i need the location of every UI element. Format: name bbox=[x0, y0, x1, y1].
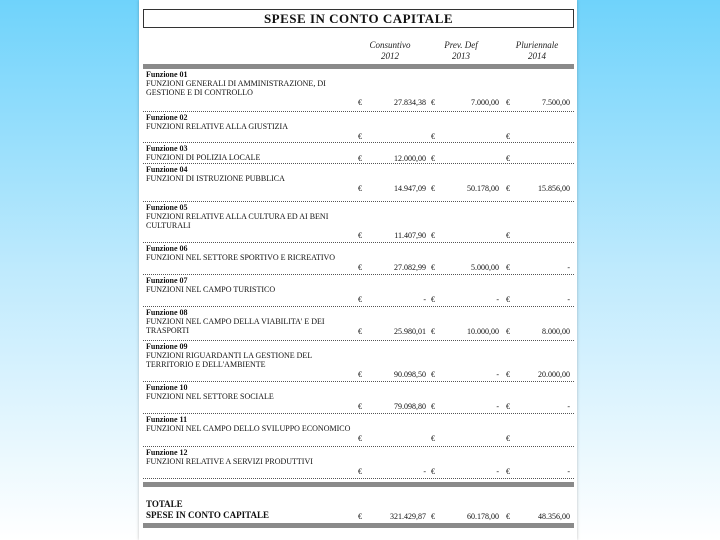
row-11-currency-3: € bbox=[506, 434, 510, 443]
row-3-currency-2: € bbox=[431, 154, 435, 163]
row-11-currency-2: € bbox=[431, 434, 435, 443]
row-8-currency-1: € bbox=[358, 327, 362, 336]
row-7-currency-2: € bbox=[431, 295, 435, 304]
row-7-value-2: - bbox=[496, 295, 499, 304]
row-1-funzione: Funzione 01 bbox=[146, 70, 188, 79]
col-header-3-year: 2014 bbox=[528, 51, 546, 61]
total-band-bottom bbox=[143, 523, 574, 528]
total-band-top bbox=[143, 482, 574, 487]
col-header-1-label: Consuntivo bbox=[369, 40, 411, 50]
row-12-currency-1: € bbox=[358, 467, 362, 476]
row-10-currency-3: € bbox=[506, 402, 510, 411]
row-6-value-1: 27.082,99 bbox=[394, 263, 426, 272]
total-currency-2: € bbox=[431, 512, 435, 521]
row-6-funzione: Funzione 06 bbox=[146, 244, 188, 253]
row-5-currency-3: € bbox=[506, 231, 510, 240]
row-5-currency-2: € bbox=[431, 231, 435, 240]
row-3-separator bbox=[143, 163, 574, 164]
row-11-separator bbox=[143, 446, 574, 447]
total-value-3: 48.356,00 bbox=[538, 512, 570, 521]
row-9-description: FUNZIONI RIGUARDANTI LA GESTIONE DEL TERRITORIO E DELL'AMBIENTE bbox=[146, 351, 312, 369]
row-2-funzione: Funzione 02 bbox=[146, 113, 188, 122]
row-12-value-3: - bbox=[567, 467, 570, 476]
row-6-currency-1: € bbox=[358, 263, 362, 272]
row-9-value-3: 20.000,00 bbox=[538, 370, 570, 379]
row-7-separator bbox=[143, 306, 574, 307]
row-6-currency-3: € bbox=[506, 263, 510, 272]
row-12-value-2: - bbox=[496, 467, 499, 476]
row-1-value-2: 7.000,00 bbox=[471, 98, 499, 107]
row-8-separator bbox=[143, 340, 574, 341]
row-8-description: FUNZIONI NEL CAMPO DELLA VIABILITA' E DEI TRASPORTI bbox=[146, 317, 325, 335]
row-6-description: FUNZIONI NEL SETTORE SPORTIVO E RICREATIVO bbox=[146, 253, 336, 262]
row-1-value-1: 27.834,38 bbox=[394, 98, 426, 107]
row-1-description: FUNZIONI GENERALI DI AMMINISTRAZIONE, DI GESTIONE E DI CONTROLLO bbox=[146, 79, 326, 97]
row-1-currency-1: € bbox=[358, 98, 362, 107]
row-7-currency-1: € bbox=[358, 295, 362, 304]
row-8-value-1: 25.980,01 bbox=[394, 327, 426, 336]
row-7-funzione: Funzione 07 bbox=[146, 276, 188, 285]
row-4-currency-1: € bbox=[358, 184, 362, 193]
row-11-currency-1: € bbox=[358, 434, 362, 443]
row-6-value-3: - bbox=[567, 263, 570, 272]
row-4-currency-3: € bbox=[506, 184, 510, 193]
row-7-currency-3: € bbox=[506, 295, 510, 304]
row-11-funzione: Funzione 11 bbox=[146, 415, 188, 424]
row-6-value-2: 5.000,00 bbox=[471, 263, 499, 272]
row-4-funzione: Funzione 04 bbox=[146, 165, 188, 174]
total-label-1: TOTALE bbox=[146, 499, 183, 509]
row-9-value-1: 90.098,50 bbox=[394, 370, 426, 379]
row-2-description: FUNZIONI RELATIVE ALLA GIUSTIZIA bbox=[146, 122, 288, 131]
row-4-value-1: 14.947,09 bbox=[394, 184, 426, 193]
total-label-2: SPESE IN CONTO CAPITALE bbox=[146, 510, 269, 520]
col-header-3-label: Pluriennale bbox=[515, 40, 559, 50]
row-5-value-1: 11.407,90 bbox=[394, 231, 426, 240]
row-5-separator bbox=[143, 242, 574, 243]
row-11-description: FUNZIONI NEL CAMPO DELLO SVILUPPO ECONOMICO bbox=[146, 424, 351, 433]
row-7-value-3: - bbox=[567, 295, 570, 304]
row-1-separator bbox=[143, 111, 574, 112]
row-8-currency-3: € bbox=[506, 327, 510, 336]
row-6-separator bbox=[143, 274, 574, 275]
row-4-description: FUNZIONI DI ISTRUZIONE PUBBLICA bbox=[146, 174, 285, 183]
row-1-value-3: 7.500,00 bbox=[542, 98, 570, 107]
row-12-value-1: - bbox=[423, 467, 426, 476]
row-12-currency-3: € bbox=[506, 467, 510, 476]
row-9-funzione: Funzione 09 bbox=[146, 342, 188, 351]
row-2-currency-1: € bbox=[358, 132, 362, 141]
row-7-value-1: - bbox=[423, 295, 426, 304]
page-title: SPESE IN CONTO CAPITALE bbox=[143, 9, 574, 28]
row-8-value-3: 8.000,00 bbox=[542, 327, 570, 336]
col-header-1 bbox=[355, 40, 425, 62]
row-10-separator bbox=[143, 413, 574, 414]
row-2-currency-3: € bbox=[506, 132, 510, 141]
row-3-value-1: 12.000,00 bbox=[394, 154, 426, 163]
row-9-currency-2: € bbox=[431, 370, 435, 379]
row-9-value-2: - bbox=[496, 370, 499, 379]
row-10-description: FUNZIONI NEL SETTORE SOCIALE bbox=[146, 392, 274, 401]
col-header-2-label: Prev. Def bbox=[444, 40, 478, 50]
header-band bbox=[143, 64, 574, 69]
total-currency-3: € bbox=[506, 512, 510, 521]
row-8-value-2: 10.000,00 bbox=[467, 327, 499, 336]
col-header-2-year: 2013 bbox=[452, 51, 470, 61]
row-10-currency-2: € bbox=[431, 402, 435, 411]
row-1-currency-3: € bbox=[506, 98, 510, 107]
row-10-value-1: 79.098,80 bbox=[394, 402, 426, 411]
total-value-1: 321.429,87 bbox=[390, 512, 426, 521]
col-header-1-year: 2012 bbox=[381, 51, 399, 61]
row-5-funzione: Funzione 05 bbox=[146, 203, 188, 212]
row-1-currency-2: € bbox=[431, 98, 435, 107]
col-header-2 bbox=[426, 40, 496, 62]
row-4-value-2: 50.178,00 bbox=[467, 184, 499, 193]
row-12-currency-2: € bbox=[431, 467, 435, 476]
row-10-funzione: Funzione 10 bbox=[146, 383, 188, 392]
row-12-description: FUNZIONI RELATIVE A SERVIZI PRODUTTIVI bbox=[146, 457, 313, 466]
row-5-currency-1: € bbox=[358, 231, 362, 240]
row-10-value-2: - bbox=[496, 402, 499, 411]
col-header-3 bbox=[502, 40, 572, 62]
row-8-currency-2: € bbox=[431, 327, 435, 336]
row-3-description: FUNZIONI DI POLIZIA LOCALE bbox=[146, 153, 261, 162]
row-3-funzione: Funzione 03 bbox=[146, 144, 188, 153]
row-10-currency-1: € bbox=[358, 402, 362, 411]
row-4-value-3: 15.856,00 bbox=[538, 184, 570, 193]
row-3-currency-3: € bbox=[506, 154, 510, 163]
row-5-description: FUNZIONI RELATIVE ALLA CULTURA ED AI BENI CULTURALI bbox=[146, 212, 329, 230]
row-12-separator bbox=[143, 478, 574, 479]
row-9-currency-1: € bbox=[358, 370, 362, 379]
row-12-funzione: Funzione 12 bbox=[146, 448, 188, 457]
row-7-description: FUNZIONI NEL CAMPO TURISTICO bbox=[146, 285, 276, 294]
row-4-separator bbox=[143, 201, 574, 202]
total-value-2: 60.178,00 bbox=[467, 512, 499, 521]
row-4-currency-2: € bbox=[431, 184, 435, 193]
row-8-funzione: Funzione 08 bbox=[146, 308, 188, 317]
row-2-currency-2: € bbox=[431, 132, 435, 141]
row-3-currency-1: € bbox=[358, 154, 362, 163]
row-9-currency-3: € bbox=[506, 370, 510, 379]
row-10-value-3: - bbox=[567, 402, 570, 411]
total-currency-1: € bbox=[358, 512, 362, 521]
row-9-separator bbox=[143, 381, 574, 382]
row-2-separator bbox=[143, 142, 574, 143]
row-6-currency-2: € bbox=[431, 263, 435, 272]
